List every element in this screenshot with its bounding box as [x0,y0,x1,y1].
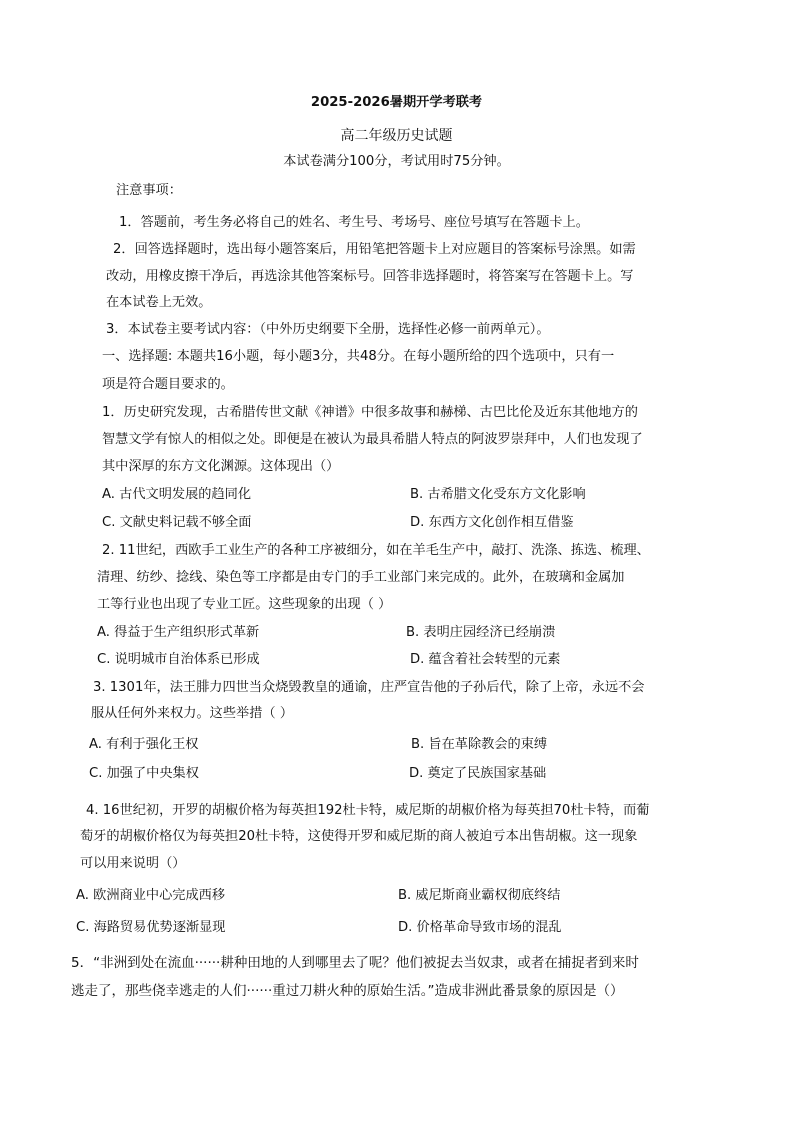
exam-info: 本试卷满分100分，考试用时75分钟。 [283,154,510,169]
question-2-option-c: C. 说明城市自治体系已形成 [97,652,260,667]
question-4-option-a: A. 欧洲商业中心完成西移 [76,888,226,903]
question-1-option-d: D. 东西方文化创作相互借鉴 [410,515,574,530]
question-5-line-2: 逃走了，那些侥幸逃走的人们······重过刀耕火种的原始生活。”造成非洲此番景象的原因是（） [71,983,624,999]
section-instruction-line-1: 一、选择题: 本题共16小题，每小题3分，共48分。在每小题所给的四个选项中，只有一 [102,349,615,364]
question-5-line-1: 5．“非洲到处在流血······耕种田地的人到哪里去了呢？他们被捉去当奴隶，或者在捕捉者到来时 [71,955,639,971]
exam-subtitle: 高二年级历史试题 [340,128,453,144]
question-3-option-a: A. 有利于强化王权 [89,737,199,752]
question-4-option-c: C. 海路贸易优势逐渐显现 [76,920,226,935]
question-1-line-1: 1．历史研究发现，古希腊传世文献《神谱》中很多故事和赫梯、古巴比伦及近东其他地方的 [102,405,638,420]
section-instruction-line-2: 项是符合题目要求的。 [102,377,234,392]
question-1-option-b: B. 古希腊文化受东方文化影响 [410,487,586,502]
notes-heading: 注意事项： [116,183,182,198]
question-3-option-d: D. 奠定了民族国家基础 [409,766,547,781]
question-4-option-b: B. 威尼斯商业霸权彻底终结 [398,888,561,903]
note-2-line-2: 改动，用橡皮擦干净后，再选涂其他答案标号。回答非选择题时，将答案写在答题卡上。写 [106,269,634,284]
question-2-line-3: 工等行业也出现了专业工匠。这些现象的出现（ ） [97,597,392,612]
question-2-option-d: D. 蕴含着社会转型的元素 [410,652,561,667]
question-4-option-d: D. 价格革命导致市场的混乱 [398,920,562,935]
question-3-option-c: C. 加强了中央集权 [89,766,199,781]
question-2-line-1: 2. 11世纪，西欧手工业生产的各种工序被细分，如在羊毛生产中，敲打、洗涤、拣选、梳理、 [102,543,650,558]
note-2-line-3: 在本试卷上无效。 [106,295,212,310]
question-1-line-2: 智慧文学有惊人的相似之处。即便是在被认为最具希腊人特点的阿波罗崇拜中，人们也发现了 [102,432,643,447]
question-2-line-2: 清理、纺纱、捻线、染色等工序都是由专门的手工业部门来完成的。此外，在玻璃和金属加 [97,570,625,585]
question-1-option-c: C. 文献史料记载不够全面 [102,515,252,530]
note-2-line-1: 2．回答选择题时，选出每小题答案后，用铅笔把答题卡上对应题目的答案标号涂黑。如需 [113,242,636,257]
question-1-option-a: A. 古代文明发展的趋同化 [102,487,252,502]
note-3: 3．本试卷主要考试内容：（中外历史纲要下全册，选择性必修一前两单元）。 [106,322,550,337]
question-2-option-a: A. 得益于生产组织形式革新 [97,625,260,640]
exam-title: 2025-2026暑期开学考联考 [310,95,483,110]
note-1: 1．答题前，考生务必将自己的姓名、考生号、考场号、座位号填写在答题卡上。 [119,215,589,230]
question-4-line-3: 可以用来说明（） [80,856,186,871]
question-3-line-1: 3. 1301年，法王腓力四世当众烧毁教皇的通谕，庄严宣告他的子孙后代，除了上帝，永远不会 [93,680,645,695]
question-3-line-2: 服从任何外来权力。这些举措（ ） [91,706,294,721]
question-4-line-1: 4. 16世纪初，开罗的胡椒价格为每英担192杜卡特，威尼斯的胡椒价格为每英担70杜卡特，而葡 [86,803,650,818]
question-4-line-2: 萄牙的胡椒价格仅为每英担20杜卡特，这使得开罗和威尼斯的商人被迫亏本出售胡椒。这一现象 [80,829,638,844]
question-2-option-b: B. 表明庄园经济已经崩溃 [406,625,556,640]
question-1-line-3: 其中深厚的东方文化渊源。这体现出（） [102,459,340,474]
question-3-option-b: B. 旨在革除教会的束缚 [411,737,548,752]
